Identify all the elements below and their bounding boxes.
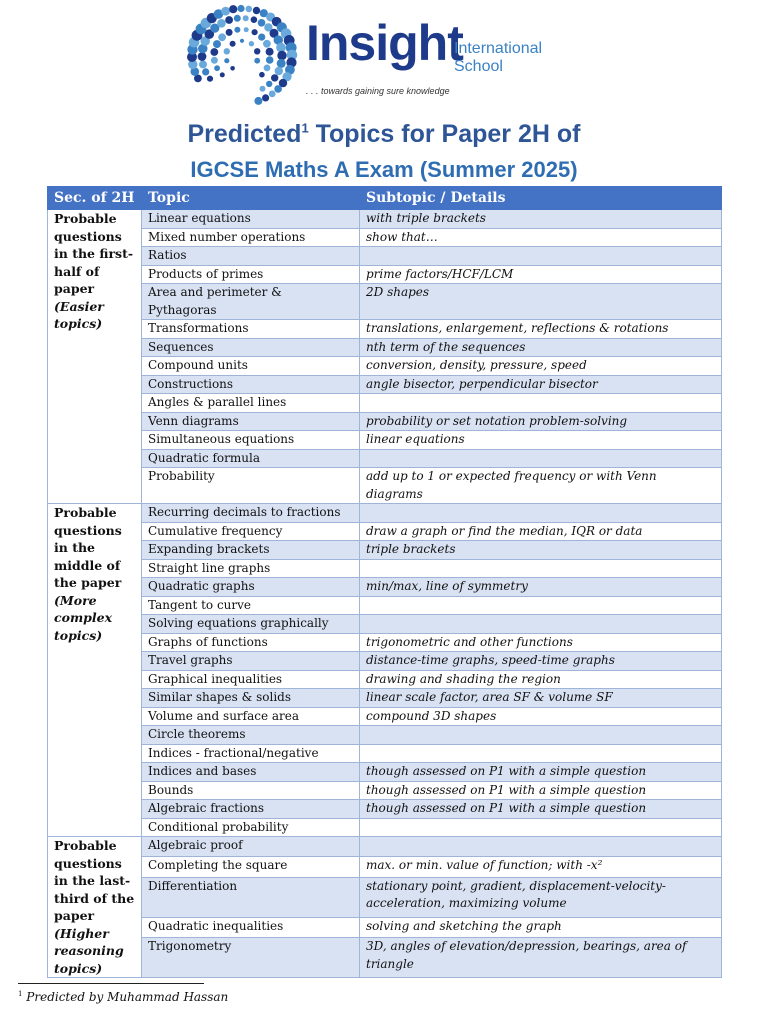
table-row <box>48 781 722 800</box>
table-row <box>48 938 722 978</box>
topic-cell: Tangent to curve <box>142 596 360 615</box>
topic-cell: Indices - fractional/negative <box>142 744 360 763</box>
table-row <box>48 652 722 671</box>
logo-dot <box>264 65 271 72</box>
topic-cell: Travel graphs <box>142 652 360 671</box>
table-row <box>48 284 722 320</box>
details-cell: though assessed on P1 with a simple question <box>360 800 722 819</box>
table-row <box>48 670 722 689</box>
details-cell: compound 3D shapes <box>360 707 722 726</box>
logo-dot <box>220 72 225 77</box>
table-row <box>48 504 722 523</box>
details-cell: linear scale factor, area SF & volume SF <box>360 689 722 708</box>
table-row <box>48 431 722 450</box>
logo-dot <box>254 58 260 64</box>
topics-table <box>47 186 722 978</box>
details-cell: show that… <box>360 228 722 247</box>
details-cell <box>360 837 722 857</box>
logo-dot <box>211 57 218 64</box>
logo-dot <box>252 29 258 35</box>
topic-cell: Cumulative frequency <box>142 522 360 541</box>
topic-cell: Conditional probability <box>142 818 360 837</box>
details-cell: distance-time graphs, speed-time graphs <box>360 652 722 671</box>
topic-cell: Quadratic formula <box>142 449 360 468</box>
details-cell: stationary point, gradient, displacement-velocity-acceleration, maximizing volume <box>360 877 722 917</box>
details-cell: probability or set notation problem-solving <box>360 412 722 431</box>
details-cell: triple brackets <box>360 541 722 560</box>
table-row <box>48 596 722 615</box>
school-logo <box>186 4 586 108</box>
section-sublabel: (More complex topics) <box>54 592 113 643</box>
table-row <box>48 338 722 357</box>
table-row <box>48 877 722 917</box>
topic-cell: Solving equations graphically <box>142 615 360 634</box>
logo-dot <box>202 68 209 75</box>
details-cell <box>360 247 722 266</box>
details-cell: linear equations <box>360 431 722 450</box>
logo-dot <box>274 85 282 93</box>
table-row <box>48 412 722 431</box>
table-row <box>48 744 722 763</box>
topic-cell: Simultaneous equations <box>142 431 360 450</box>
logo-subname: International School <box>454 40 543 75</box>
logo-dot <box>253 7 260 14</box>
details-cell: min/max, line of symmetry <box>360 578 722 597</box>
logo-name: Insight <box>306 15 463 71</box>
table-row <box>48 917 722 937</box>
table-row <box>48 689 722 708</box>
table-row <box>48 247 722 266</box>
topic-cell: Constructions <box>142 375 360 394</box>
topic-cell: Quadratic graphs <box>142 578 360 597</box>
logo-dot <box>246 6 253 13</box>
logo-dot <box>244 27 249 32</box>
topic-cell: Transformations <box>142 320 360 339</box>
section-label: Probable questions in the first-half of paper <box>54 211 134 296</box>
footnote-mark: 1 <box>18 990 23 998</box>
title-line1: Predicted <box>187 120 302 148</box>
footnote-text: Predicted by Muhammad Hassan <box>22 990 229 1004</box>
logo-dot <box>254 97 262 105</box>
footnote <box>18 990 228 1004</box>
logo-dot <box>234 15 241 22</box>
logo-dot <box>224 58 229 63</box>
section-label-cell <box>48 210 142 504</box>
topic-cell: Similar shapes & solids <box>142 689 360 708</box>
logo-dot <box>210 48 218 56</box>
topic-cell: Trigonometry <box>142 938 360 978</box>
topic-cell: Completing the square <box>142 857 360 877</box>
table-row <box>48 541 722 560</box>
topic-cell: Products of primes <box>142 265 360 284</box>
topic-cell: Algebraic proof <box>142 837 360 857</box>
header-section: Sec. of 2H <box>48 187 142 210</box>
details-cell: solving and sketching the graph <box>360 917 722 937</box>
logo-dot <box>230 41 236 47</box>
table-row <box>48 615 722 634</box>
logo-dot <box>198 52 207 61</box>
details-cell: prime factors/HCF/LCM <box>360 265 722 284</box>
section-label: Probable questions in the last-third of the paper <box>54 838 135 923</box>
section-label: Probable questions in the middle of the paper <box>54 505 122 590</box>
header-details: Subtopic / Details <box>360 187 722 210</box>
topic-cell: Venn diagrams <box>142 412 360 431</box>
section-sublabel: (Easier topics) <box>54 298 104 331</box>
topic-cell: Compound units <box>142 357 360 376</box>
section-label-cell <box>48 837 142 978</box>
details-cell <box>360 449 722 468</box>
logo-dot <box>259 72 265 78</box>
table-row <box>48 763 722 782</box>
table-row <box>48 394 722 413</box>
topic-cell: Differentiation <box>142 877 360 917</box>
topic-cell: Linear equations <box>142 210 360 229</box>
table-row <box>48 357 722 376</box>
logo-dot <box>226 29 233 36</box>
logo-dot <box>266 48 274 56</box>
details-cell: trigonometric and other functions <box>360 633 722 652</box>
topic-cell: Bounds <box>142 781 360 800</box>
table-row <box>48 559 722 578</box>
logo-dot <box>254 48 260 54</box>
logo-dot <box>258 19 266 27</box>
logo-dot <box>217 19 226 28</box>
table-row <box>48 818 722 837</box>
details-cell <box>360 726 722 745</box>
logo-dot <box>266 56 274 64</box>
logo-dot <box>229 5 237 13</box>
details-cell: add up to 1 or expected frequency or with Venn diagrams <box>360 468 722 504</box>
table-row <box>48 726 722 745</box>
table-row <box>48 210 722 229</box>
topic-cell: Graphs of functions <box>142 633 360 652</box>
details-cell: conversion, density, pressure, speed <box>360 357 722 376</box>
logo-dot <box>240 39 244 43</box>
logo-dot <box>275 67 283 75</box>
logo-dot <box>221 7 230 16</box>
details-cell: nth term of the sequences <box>360 338 722 357</box>
table-row <box>48 837 722 857</box>
logo-dot <box>277 51 286 60</box>
table-row <box>48 578 722 597</box>
logo-dot <box>243 15 249 21</box>
details-cell: though assessed on P1 with a simple question <box>360 781 722 800</box>
table-row <box>48 449 722 468</box>
dots-emblem-icon <box>186 4 298 108</box>
details-cell: angle bisector, perpendicular bisector <box>360 375 722 394</box>
logo-dot <box>237 5 244 12</box>
table-row <box>48 375 722 394</box>
section-label-cell <box>48 504 142 837</box>
logo-dot <box>260 86 266 92</box>
logo-dot <box>249 41 254 46</box>
table-row <box>48 228 722 247</box>
topic-cell: Area and perimeter & Pythagoras <box>142 284 360 320</box>
topic-cell: Mixed number operations <box>142 228 360 247</box>
details-cell: with triple brackets <box>360 210 722 229</box>
topic-cell: Straight line graphs <box>142 559 360 578</box>
details-cell <box>360 559 722 578</box>
table-row <box>48 265 722 284</box>
logo-dot <box>214 65 220 71</box>
table-row <box>48 707 722 726</box>
details-cell <box>360 394 722 413</box>
table-row <box>48 800 722 819</box>
table-row <box>48 320 722 339</box>
table-row <box>48 857 722 877</box>
logo-dot <box>213 40 221 48</box>
table-row <box>48 468 722 504</box>
table-header-row <box>48 187 722 210</box>
title-footnote-mark: 1 <box>301 120 309 136</box>
topic-cell: Indices and bases <box>142 763 360 782</box>
logo-dot <box>224 48 230 54</box>
logo-dot <box>251 16 258 23</box>
details-cell: though assessed on P1 with a simple question <box>360 763 722 782</box>
details-cell: 3D, angles of elevation/depression, bearings, area of triangle <box>360 938 722 978</box>
logo-tagline: . . . towards gaining sure knowledge <box>306 86 450 96</box>
page-subtitle: IGCSE Maths A Exam (Summer 2025) <box>190 157 578 182</box>
topic-cell: Circle theorems <box>142 726 360 745</box>
details-cell: translations, enlargement, reflections & rotations <box>360 320 722 339</box>
details-cell: max. or min. value of function; with -x² <box>360 857 722 877</box>
details-cell <box>360 504 722 523</box>
details-cell <box>360 615 722 634</box>
logo-dot <box>258 34 265 41</box>
details-cell <box>360 744 722 763</box>
topic-cell: Ratios <box>142 247 360 266</box>
details-cell: draw a graph or find the median, IQR or data <box>360 522 722 541</box>
title-line1-rest: Topics for Paper 2H of <box>308 120 581 148</box>
topic-cell: Volume and surface area <box>142 707 360 726</box>
footnote-rule <box>18 983 204 984</box>
header-topic: Topic <box>142 187 360 210</box>
logo-dot <box>263 40 271 48</box>
details-cell <box>360 818 722 837</box>
topic-cell: Quadratic inequalities <box>142 917 360 937</box>
topic-cell: Angles & parallel lines <box>142 394 360 413</box>
section-sublabel: (Higher reasoning topics) <box>54 925 124 976</box>
logo-dot <box>230 66 235 71</box>
logo-dot <box>262 94 269 101</box>
details-cell <box>360 596 722 615</box>
page-title <box>0 120 768 149</box>
topic-cell: Expanding brackets <box>142 541 360 560</box>
topic-cell: Recurring decimals to fractions <box>142 504 360 523</box>
logo-dot <box>218 33 226 41</box>
details-cell: 2D shapes <box>360 284 722 320</box>
logo-dot <box>266 81 272 87</box>
table-row <box>48 633 722 652</box>
topic-cell: Sequences <box>142 338 360 357</box>
table-row <box>48 522 722 541</box>
logo-dot <box>234 27 240 33</box>
logo-dot <box>225 16 233 24</box>
logo-dot <box>277 59 286 68</box>
logo-dot <box>199 60 207 68</box>
logo-dot <box>269 91 276 98</box>
details-cell: drawing and shading the region <box>360 670 722 689</box>
table-body <box>48 210 722 978</box>
logo-dot <box>271 74 278 81</box>
logo-dot <box>207 76 213 82</box>
topic-cell: Probability <box>142 468 360 504</box>
topic-cell: Graphical inequalities <box>142 670 360 689</box>
topic-cell: Algebraic fractions <box>142 800 360 819</box>
